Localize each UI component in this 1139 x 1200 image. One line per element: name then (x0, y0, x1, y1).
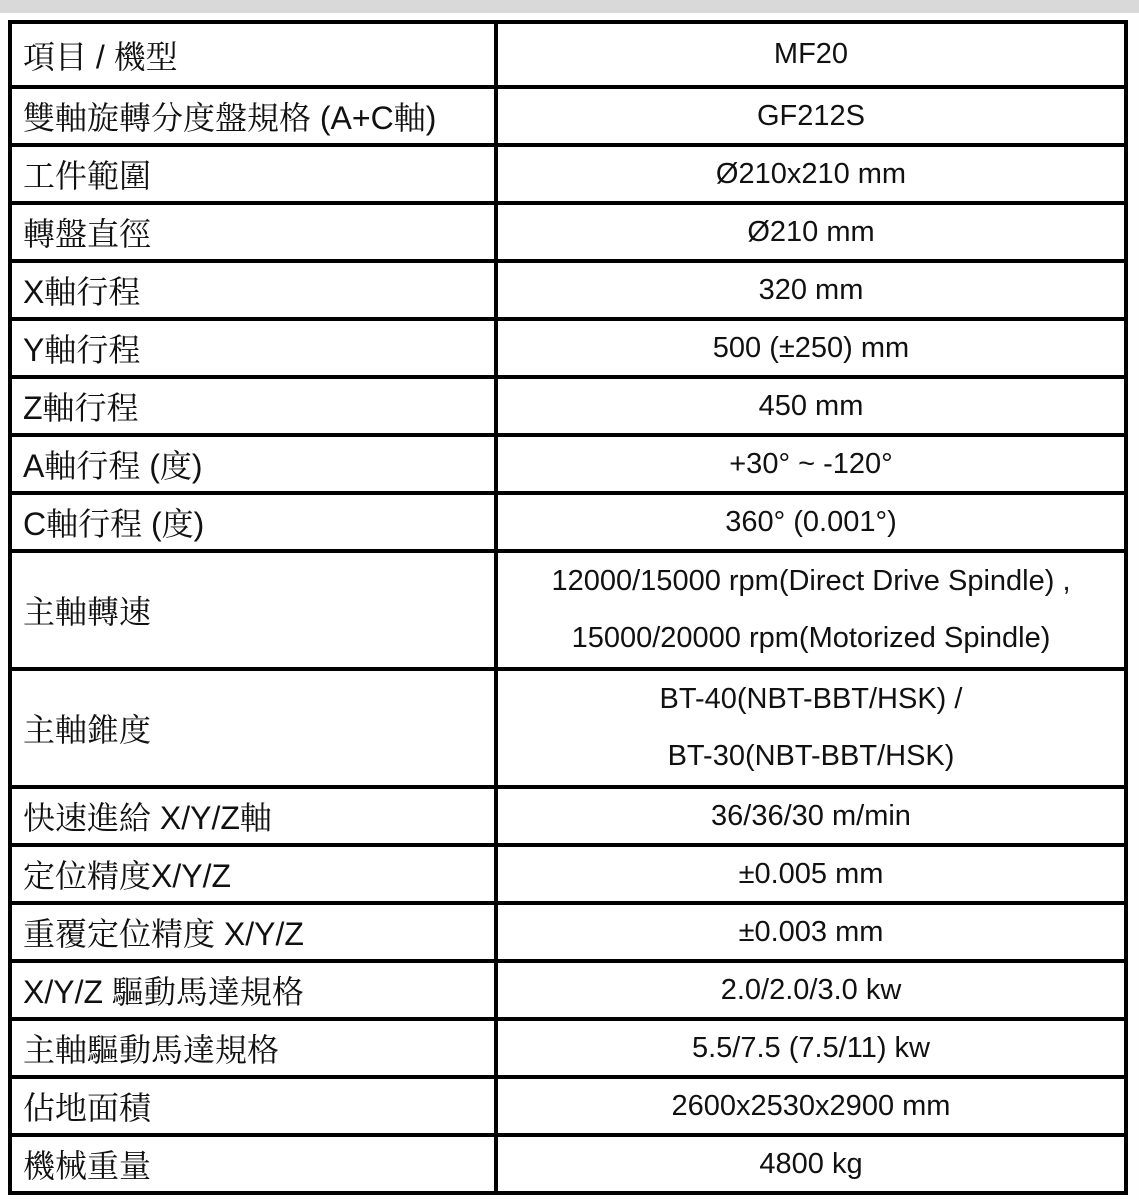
table-header-row (10, 22, 1126, 87)
spec-label-cell: A軸行程 (度) (10, 435, 496, 493)
spec-label-cell: C軸行程 (度) (10, 493, 496, 551)
spec-label-cell: 佔地面積 (10, 1077, 496, 1135)
spec-row (10, 435, 1126, 493)
spec-value-cell: ±0.003 mm (496, 903, 1126, 961)
spec-value-cell: 2600x2530x2900 mm (496, 1077, 1126, 1135)
spec-label-cell: 機械重量 (10, 1135, 496, 1193)
spec-row (10, 551, 1126, 669)
spec-row (10, 787, 1126, 845)
spec-value-cell: 36/36/30 m/min (496, 787, 1126, 845)
spec-row (10, 377, 1126, 435)
spec-row (10, 145, 1126, 203)
spec-row (10, 961, 1126, 1019)
spec-label-cell: Y軸行程 (10, 319, 496, 377)
spec-label-cell: 工件範圍 (10, 145, 496, 203)
spec-row (10, 203, 1126, 261)
spec-row (10, 87, 1126, 145)
spec-value-cell (496, 669, 1126, 787)
spec-label-cell: 定位精度X/Y/Z (10, 845, 496, 903)
scan-artifact-top (0, 0, 1139, 13)
machine-spec-table (8, 20, 1128, 1195)
spec-row (10, 1019, 1126, 1077)
spec-value-cell: 450 mm (496, 377, 1126, 435)
spec-value-line: BT-30(NBT-BBT/HSK) (667, 740, 955, 772)
spec-value-line: BT-40(NBT-BBT/HSK) / (659, 683, 963, 715)
spec-value-cell: 500 (±250) mm (496, 319, 1126, 377)
spec-value-cell: 4800 kg (496, 1135, 1126, 1193)
spec-label-cell: Z軸行程 (10, 377, 496, 435)
spec-value-cell: Ø210x210 mm (496, 145, 1126, 203)
spec-label-cell: 主軸轉速 (10, 551, 496, 669)
spec-label-cell: X軸行程 (10, 261, 496, 319)
spec-value-cell: GF212S (496, 87, 1126, 145)
spec-row (10, 1077, 1126, 1135)
spec-value-line: 12000/15000 rpm(Direct Drive Spindle) , (551, 565, 1071, 597)
spec-row (10, 903, 1126, 961)
spec-value-cell: 5.5/7.5 (7.5/11) kw (496, 1019, 1126, 1077)
spec-row (10, 493, 1126, 551)
spec-row (10, 261, 1126, 319)
spec-label-cell: 主軸驅動馬達規格 (10, 1019, 496, 1077)
spec-label-cell: 快速進給 X/Y/Z軸 (10, 787, 496, 845)
spec-row (10, 1135, 1126, 1193)
spec-value-line: 15000/20000 rpm(Motorized Spindle) (571, 622, 1051, 654)
spec-value-cell (496, 551, 1126, 669)
spec-value-cell: +30° ~ -120° (496, 435, 1126, 493)
spec-value-cell: 360° (0.001°) (496, 493, 1126, 551)
spec-label-cell: 轉盤直徑 (10, 203, 496, 261)
spec-row (10, 319, 1126, 377)
spec-row (10, 845, 1126, 903)
header-item-model-cell: 項目 / 機型 (10, 22, 496, 87)
spec-label-cell: 重覆定位精度 X/Y/Z (10, 903, 496, 961)
spec-label-cell: 主軸錐度 (10, 669, 496, 787)
spec-value-cell: 2.0/2.0/3.0 kw (496, 961, 1126, 1019)
spec-value-cell: 320 mm (496, 261, 1126, 319)
spec-label-cell: X/Y/Z 驅動馬達規格 (10, 961, 496, 1019)
spec-row (10, 669, 1126, 787)
header-model-name-cell: MF20 (496, 22, 1126, 87)
spec-value-cell: ±0.005 mm (496, 845, 1126, 903)
spec-label-cell: 雙軸旋轉分度盤規格 (A+C軸) (10, 87, 496, 145)
spec-value-cell: Ø210 mm (496, 203, 1126, 261)
